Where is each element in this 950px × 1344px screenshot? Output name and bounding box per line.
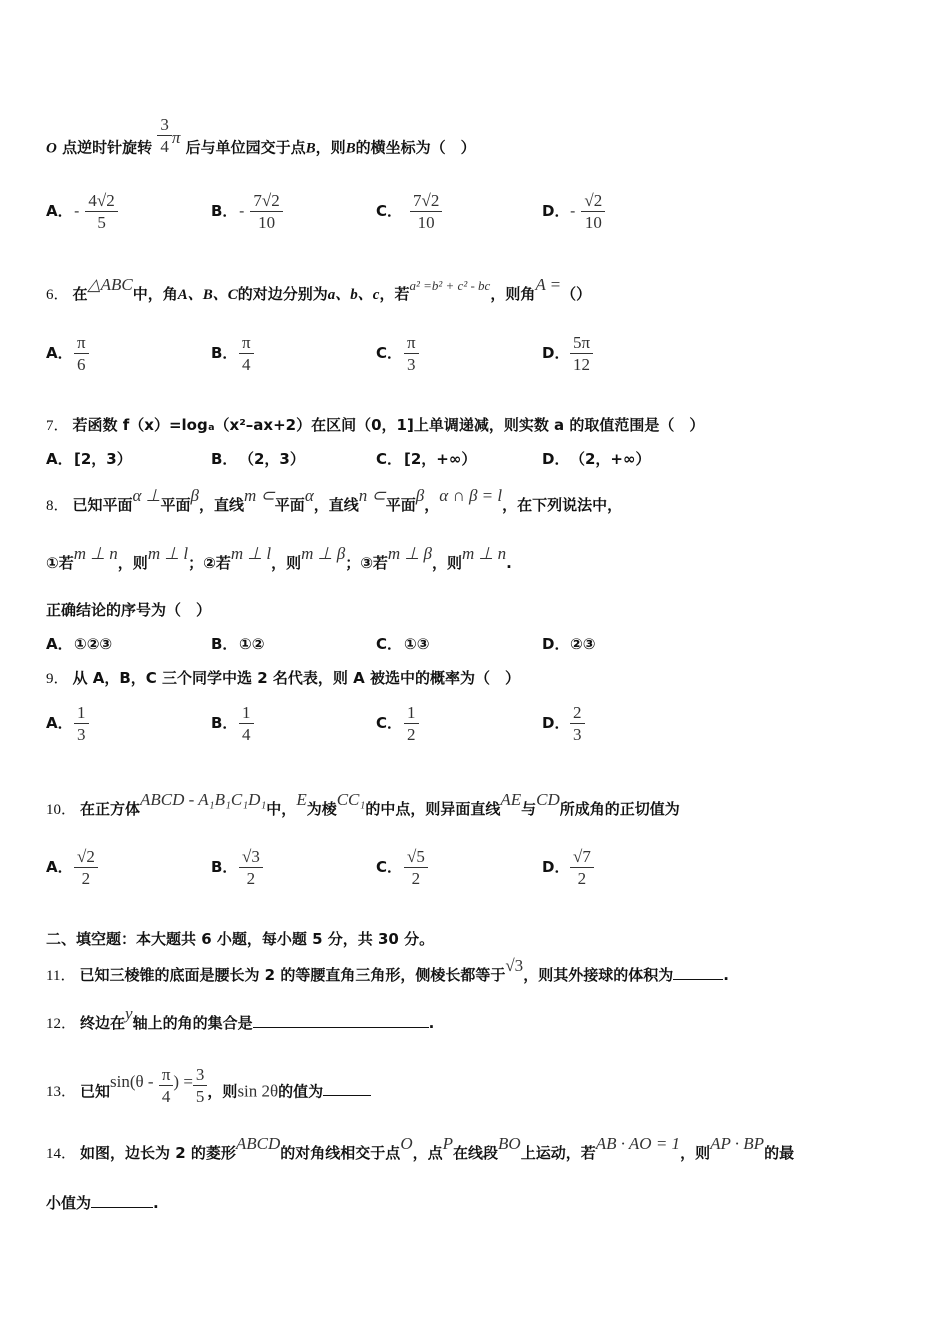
q10-t5: 与 xyxy=(521,800,537,818)
q8-s7: . xyxy=(506,554,512,572)
q9-option-c[interactable] xyxy=(376,702,419,746)
q8-option-a[interactable] xyxy=(46,633,112,654)
q8-t2: 平面 xyxy=(160,496,191,514)
q8-q: 正确结论的序号为（ ） xyxy=(46,601,212,619)
q10-t2: 中， xyxy=(266,800,297,818)
q7-option-c[interactable] xyxy=(376,448,476,469)
q5-text1: 点逆时针旋转 xyxy=(62,138,153,157)
option-num: √5 xyxy=(404,846,428,868)
q9-stem xyxy=(46,667,520,688)
option-num: 5π xyxy=(570,332,593,354)
option-label: A． xyxy=(46,714,73,733)
q11-t1: 已知三棱锥的底面是腰长为 2 的等腰直角三角形，侧棱长都等于 xyxy=(79,966,506,984)
q8-sm3: m ⊥ l xyxy=(230,544,272,563)
option-num: π xyxy=(74,332,89,354)
q8-s1: ①若 xyxy=(46,554,74,572)
q12-t3: . xyxy=(428,1014,435,1032)
q6-t2: 中，角 xyxy=(132,285,178,303)
option-text: [2，3） xyxy=(74,450,132,468)
q6-t1: 在 xyxy=(72,285,88,303)
q8-m6: β xyxy=(415,486,425,505)
option-label: A． xyxy=(46,858,73,877)
q8-s3: ；②若 xyxy=(188,554,231,572)
option-num: 7√2 xyxy=(410,190,442,212)
question-number: 6． xyxy=(46,287,69,303)
option-den: 2 xyxy=(411,869,421,889)
option-label: D． xyxy=(542,858,570,877)
q5-text2: 后与单位园交于点 xyxy=(185,138,306,157)
q8-t6: 平面 xyxy=(385,496,416,514)
q7-stem xyxy=(46,414,704,435)
option-label: A． xyxy=(46,202,73,221)
q6-stem xyxy=(46,275,592,304)
q14-abcd: ABCD xyxy=(235,1134,281,1153)
q14-stem xyxy=(46,1134,795,1163)
option-label: C． xyxy=(376,202,403,221)
q8-t5: ，直线 xyxy=(313,496,359,514)
q8-sm5: m ⊥ β xyxy=(387,544,432,563)
q13-rhs-fraction xyxy=(193,1064,208,1108)
q14-t2: 的对角线相交于点 xyxy=(280,1144,401,1162)
q8-m5: n ⊂ xyxy=(358,486,386,505)
q10-option-b[interactable] xyxy=(211,846,263,890)
q5-option-a[interactable] xyxy=(46,190,118,234)
q10-e: E xyxy=(296,790,307,809)
option-num: √3 xyxy=(239,846,263,868)
q8-m1: α ⊥ xyxy=(132,486,161,505)
q6-t8: （） xyxy=(561,285,592,303)
q14-t6: ，则 xyxy=(680,1144,711,1162)
option-label: D． xyxy=(542,635,570,653)
q8-option-b[interactable] xyxy=(211,633,264,654)
option-label: B． xyxy=(211,202,238,221)
option-num: 4√2 xyxy=(85,190,117,212)
q6-condition: a² =b² + c² - bc xyxy=(409,278,491,293)
q8-s5: ；③若 xyxy=(345,554,388,572)
q14-stem-cont xyxy=(46,1192,159,1213)
q7-text: 若函数 f（x）=logₐ（x²–ax+2）在区间（0，1]上单调递减，则实数 a 的取值范围是（ ） xyxy=(72,416,705,434)
option-label: C． xyxy=(376,635,403,653)
q14-dot2: AP · BP xyxy=(710,1134,765,1153)
option-num: 1 xyxy=(404,702,419,724)
option-label: D． xyxy=(542,714,570,733)
q8-t3: ，直线 xyxy=(199,496,245,514)
q8-sm1: m ⊥ n xyxy=(73,544,118,563)
question-number: 14． xyxy=(46,1146,77,1162)
option-label: D． xyxy=(542,202,570,221)
q5-stem xyxy=(46,115,476,170)
q14-t4: 在线段 xyxy=(453,1144,499,1162)
q14-t9: . xyxy=(153,1194,159,1212)
option-den: 10 xyxy=(258,213,276,233)
q13-t1: 已知 xyxy=(80,1082,111,1101)
q10-cube: ABCD - A₁B₁C₁D₁ xyxy=(140,790,267,809)
q12-t1: 终边在 xyxy=(80,1014,126,1032)
option-label: B． xyxy=(211,858,238,877)
q10-option-c[interactable] xyxy=(376,846,428,890)
question-number: 13． xyxy=(46,1084,77,1101)
q8-sm6: m ⊥ n xyxy=(462,544,507,563)
q5-b1: B xyxy=(305,140,316,157)
option-label: B． xyxy=(211,635,238,653)
option-num: 2 xyxy=(570,702,585,724)
q13-sin2theta: sin 2θ xyxy=(237,1081,279,1101)
q6-option-d[interactable] xyxy=(542,332,593,376)
option-label: D． xyxy=(542,450,570,468)
option-label: C． xyxy=(376,714,403,733)
q10-ae: AE xyxy=(500,790,522,809)
option-den: 2 xyxy=(407,725,416,745)
q8-sm4: m ⊥ β xyxy=(301,544,346,563)
q10-option-a[interactable] xyxy=(46,846,98,890)
option-text: [2，+∞） xyxy=(404,450,477,468)
q5-frac-num: 3 xyxy=(157,114,172,136)
q13-rd: 5 xyxy=(195,1087,205,1107)
q8-option-c[interactable] xyxy=(376,633,429,654)
q10-t1: 在正方体 xyxy=(80,800,141,818)
option-label: B． xyxy=(211,450,238,468)
option-den: 10 xyxy=(584,213,602,233)
q6-t3: A、B、C xyxy=(177,287,238,303)
option-text: （2，3） xyxy=(239,450,305,468)
q5-pi: π xyxy=(171,128,181,148)
option-num: √2 xyxy=(581,190,605,212)
q14-p: P xyxy=(442,1134,453,1153)
q5-text3: ，则 xyxy=(315,138,346,157)
option-den: 3 xyxy=(573,725,582,745)
option-den: 2 xyxy=(577,869,587,889)
option-sign: - xyxy=(239,202,245,221)
option-label: A． xyxy=(46,450,73,468)
q6-t7: ，则角 xyxy=(490,285,536,303)
q8-sm2: m ⊥ l xyxy=(147,544,189,563)
q13-stem xyxy=(46,1065,371,1114)
option-label: A． xyxy=(46,635,73,653)
q13-t3: 的值为 xyxy=(278,1082,324,1101)
q11-answer-blank[interactable] xyxy=(673,965,723,980)
q14-t3: ，点 xyxy=(412,1144,443,1162)
q11-stem xyxy=(46,956,729,985)
q13-t2: ，则 xyxy=(207,1082,238,1101)
option-den: 2 xyxy=(246,869,256,889)
q8-t7: ， xyxy=(424,496,440,514)
option-label: D． xyxy=(542,344,570,363)
option-sign: - xyxy=(570,202,576,221)
q11-sqrt3: √3 xyxy=(505,956,524,975)
q12-t2: 轴上的角的集合是 xyxy=(132,1014,253,1032)
option-num: 1 xyxy=(74,702,89,724)
question-number: 10． xyxy=(46,802,77,818)
q7-option-d[interactable] xyxy=(542,448,651,469)
question-number: 9． xyxy=(46,671,69,687)
q9-option-d[interactable] xyxy=(542,702,585,746)
q6-t4: 的对边分别为 xyxy=(237,285,328,303)
q8-t4: 平面 xyxy=(274,496,305,514)
option-num: √2 xyxy=(74,846,98,868)
q5-option-d[interactable] xyxy=(542,190,605,234)
q9-option-b[interactable] xyxy=(211,702,254,746)
q8-s4: ，则 xyxy=(271,554,302,572)
q8-s2: ，则 xyxy=(117,554,148,572)
q9-text: 从 A，B，C 三个同学中选 2 名代表，则 A 被选中的概率为（ ） xyxy=(72,669,520,687)
q5-b2: B xyxy=(345,140,356,157)
q8-t1: 已知平面 xyxy=(72,496,133,514)
q13-pi-fraction xyxy=(159,1064,174,1108)
section-heading xyxy=(46,928,434,949)
option-den: 2 xyxy=(81,869,91,889)
q7-option-a[interactable] xyxy=(46,448,132,469)
q5-angle-fraction xyxy=(157,114,172,158)
q9-option-a[interactable] xyxy=(46,702,89,746)
q5-option-b[interactable] xyxy=(211,190,283,234)
question-number: 12． xyxy=(46,1016,77,1032)
q11-t2: ，则其外接球的体积为 xyxy=(523,966,674,984)
option-label: C． xyxy=(376,858,403,877)
option-den: 10 xyxy=(417,213,435,233)
section2-text: 二、填空题：本大题共 6 小题，每小题 5 分，共 30 分。 xyxy=(46,930,435,948)
q14-t1: 如图，边长为 2 的菱形 xyxy=(80,1144,236,1162)
q14-answer-blank[interactable] xyxy=(91,1193,153,1208)
q8-m7: α ∩ β = l xyxy=(439,486,503,505)
option-num: π xyxy=(404,332,419,354)
q6-option-b[interactable] xyxy=(211,332,254,376)
q6-t6: ，若 xyxy=(379,285,410,303)
option-label: C． xyxy=(376,344,403,363)
option-den: 4 xyxy=(242,355,251,375)
q13-fn: π xyxy=(159,1064,174,1086)
q8-m3: m ⊂ xyxy=(244,486,275,505)
q14-t5: 上运动，若 xyxy=(520,1144,596,1162)
q14-dot1: AB · AO = 1 xyxy=(595,1134,681,1153)
option-den: 12 xyxy=(573,355,591,375)
q10-t6: 所成角的正切值为 xyxy=(559,800,680,818)
option-den: 3 xyxy=(77,725,86,745)
q10-t4: 的中点，则异面直线 xyxy=(365,800,501,818)
q10-option-d[interactable] xyxy=(542,846,594,890)
option-text: ①②③ xyxy=(74,635,113,653)
option-den: 3 xyxy=(407,355,416,375)
q14-t8: 小值为 xyxy=(46,1194,92,1212)
q8-t8: ，在下列说法中， xyxy=(502,496,623,514)
q8-m4: α xyxy=(304,486,314,505)
question-number: 8． xyxy=(46,498,69,514)
q13-fd: 4 xyxy=(161,1087,171,1107)
option-label: A． xyxy=(46,344,73,363)
option-sign: - xyxy=(74,202,80,221)
q13-sin: sin(θ - xyxy=(110,1072,154,1092)
question-number: 11． xyxy=(46,968,76,984)
q14-o: O xyxy=(400,1134,413,1153)
q12-stem xyxy=(46,1004,435,1033)
q11-t3: . xyxy=(723,966,729,984)
option-label: B． xyxy=(211,714,238,733)
q8-stem xyxy=(46,486,623,515)
q10-t3: 为棱 xyxy=(306,800,337,818)
option-num: 7√2 xyxy=(250,190,282,212)
q13-eq: ) = xyxy=(173,1072,193,1092)
option-den: 5 xyxy=(97,213,106,233)
q6-angle-a: A = xyxy=(535,275,562,294)
q10-cd: CD xyxy=(536,790,560,809)
q8-s6: ，则 xyxy=(431,554,462,572)
q7-option-b[interactable] xyxy=(211,448,305,469)
q12-answer-blank[interactable] xyxy=(253,1013,429,1028)
q8-m2: β xyxy=(190,486,199,505)
option-den: 4 xyxy=(242,725,251,745)
q13-answer-blank[interactable] xyxy=(323,1081,371,1096)
option-text: ②③ xyxy=(570,635,596,653)
q6-t5: a、b、c xyxy=(327,287,380,303)
q10-edge: CC₁ xyxy=(336,790,366,809)
option-label: C． xyxy=(376,450,403,468)
q12-y: y xyxy=(125,1004,133,1023)
q5-point-o: O xyxy=(46,140,57,157)
q6-triangle: △ABC xyxy=(87,275,133,294)
option-num: 1 xyxy=(239,702,254,724)
q14-bo: BO xyxy=(498,1134,521,1153)
question-number: 7． xyxy=(46,418,69,434)
q8-option-d[interactable] xyxy=(542,633,595,654)
q5-option-c[interactable] xyxy=(376,190,442,234)
option-text: ①② xyxy=(239,635,265,653)
q6-option-a[interactable] xyxy=(46,332,89,376)
q10-stem xyxy=(46,790,680,819)
q14-t7: 的最 xyxy=(764,1144,795,1162)
q5-text4: 的横坐标为（ ） xyxy=(355,138,476,157)
option-text: （2，+∞） xyxy=(570,450,651,468)
q8-question xyxy=(46,599,211,620)
q5-frac-den: 4 xyxy=(160,137,169,157)
q8-statements xyxy=(46,544,512,573)
q13-rn: 3 xyxy=(193,1064,208,1086)
option-text: ①③ xyxy=(404,635,430,653)
option-label: B． xyxy=(211,344,238,363)
option-den: 6 xyxy=(77,355,86,375)
option-num: π xyxy=(239,332,254,354)
option-num: √7 xyxy=(570,846,594,868)
q6-option-c[interactable] xyxy=(376,332,419,376)
